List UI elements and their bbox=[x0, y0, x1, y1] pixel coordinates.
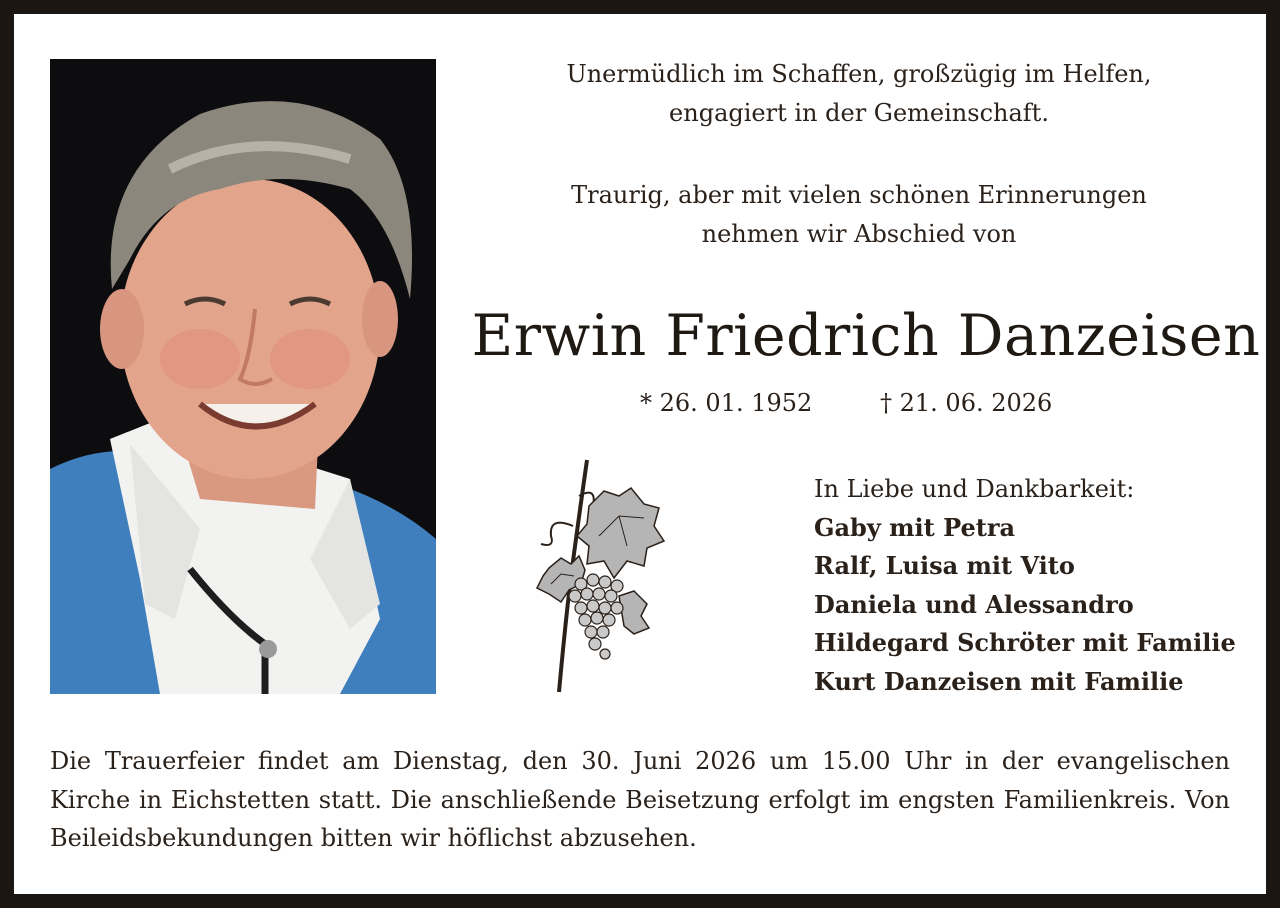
deceased-name: Erwin Friedrich Danzeisen bbox=[471, 303, 1261, 369]
mourner-name: Daniela und Alessandro bbox=[814, 589, 1134, 619]
portrait-photo bbox=[50, 59, 436, 694]
mourners-intro: In Liebe und Dankbarkeit: bbox=[814, 475, 1135, 503]
verse-line-1: Unermüdlich im Schaffen, großzügig im Helfen, bbox=[566, 60, 1152, 88]
grapevine-icon bbox=[519, 456, 669, 694]
funeral-notice: Die Trauerfeier findet am Dienstag, den 30. Juni 2026 um 15.00 Uhr in der evangelischen Kirche in Eichstetten statt. Die anschließende Beisetzung erfolgt im engsten Familienkreis. Von Beileidsbekundungen bitten wir höflichst abzusehen. bbox=[50, 747, 1230, 852]
mourner-name: Ralf, Luisa mit Vito bbox=[814, 551, 1075, 580]
verse-line-2: engagiert in der Gemeinschaft. bbox=[669, 99, 1049, 127]
obituary-card bbox=[14, 14, 1266, 894]
verse bbox=[454, 55, 1264, 133]
mourner-name: Gaby mit Petra bbox=[814, 512, 1016, 542]
mourner-name: Kurt Danzeisen mit Familie bbox=[814, 666, 1184, 696]
farewell-line-2: nehmen wir Abschied von bbox=[701, 220, 1017, 248]
mourner-name: Hildegard Schröter mit Familie bbox=[814, 628, 1236, 657]
farewell-text bbox=[454, 176, 1264, 254]
birth-date: * 26. 01. 1952 bbox=[640, 389, 813, 417]
farewell-line-1: Traurig, aber mit vielen schönen Erinnerungen bbox=[571, 181, 1147, 209]
death-date: † 21. 06. 2026 bbox=[880, 389, 1053, 417]
mourners-list bbox=[814, 470, 1236, 701]
portrait-illustration bbox=[50, 59, 436, 694]
